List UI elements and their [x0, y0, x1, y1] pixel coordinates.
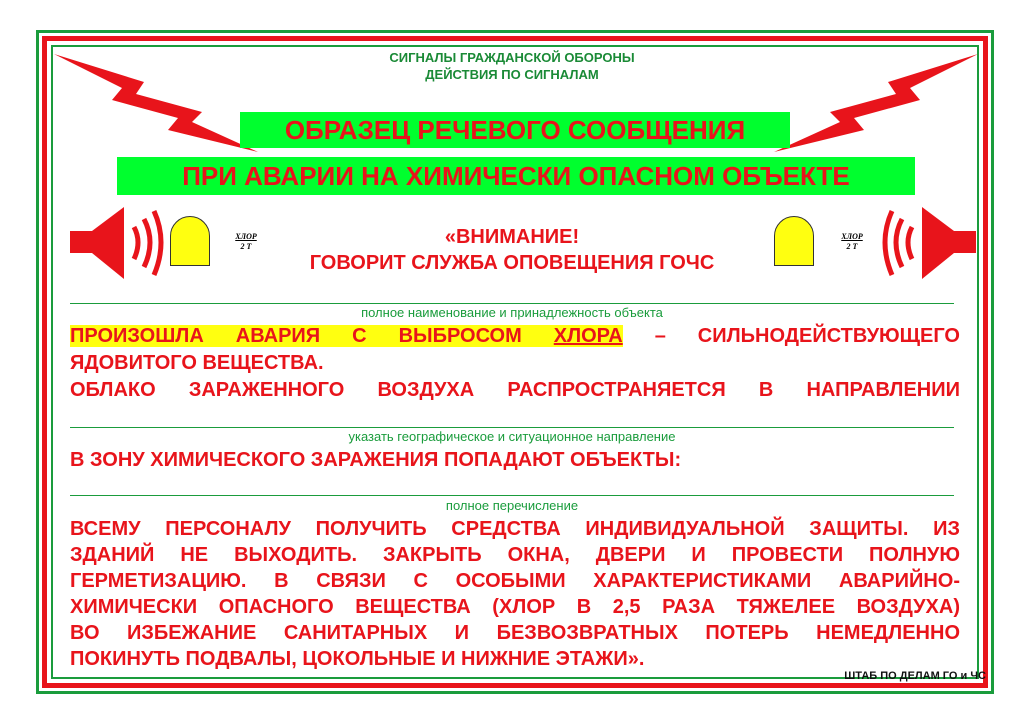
attention-line-2: ГОВОРИТ СЛУЖБА ОПОВЕЩЕНИЯ ГОЧС	[309, 252, 715, 274]
instruction-line-1: ВСЕМУ ПЕРСОНАЛУ ПОЛУЧИТЬ СРЕДСТВА ИНДИВИДУАЛЬНОЙ ЗАЩИТЫ. ИЗ	[70, 518, 960, 540]
tag-left-amount: 2 Т	[240, 242, 252, 251]
title-line-1: ОБРАЗЕЦ РЕЧЕВОГО СООБЩЕНИЯ	[240, 112, 790, 148]
footer-hq: ШТАБ ПО ДЕЛАМ ГО и ЧС	[844, 670, 986, 682]
note-direction: указать географическое и ситуационное направление	[348, 429, 676, 444]
accident-prefix	[70, 325, 623, 347]
accident-line-2: ЯДОВИТОГО ВЕЩЕСТВА.	[70, 352, 324, 374]
instruction-line-3: ГЕРМЕТИЗАЦИЮ. В СВЯЗИ С ОСОБЫМИ ХАРАКТЕРИСТИКАМИ АВАРИЙНО-	[70, 570, 960, 592]
note-enumeration: полное перечисление	[445, 498, 579, 513]
instruction-line-5: ВО ИЗБЕЖАНИЕ САНИТАРНЫХ И БЕЗВОЗВРАТНЫХ ПОТЕРЬ НЕМЕДЛЕННО	[70, 622, 960, 644]
tag-left-substance: ХЛОР	[235, 232, 257, 241]
header-line-2: ДЕЙСТВИЯ ПО СИГНАЛАМ	[425, 67, 599, 82]
accident-prefix-text: ПРОИЗОШЛА АВАРИЯ С ВЫБРОСОМ	[70, 325, 554, 347]
tag-right-substance: ХЛОР	[841, 232, 863, 241]
note-object-name: полное наименование и принадлежность объекта	[361, 305, 663, 320]
zone-line: В ЗОНУ ХИМИЧЕСКОГО ЗАРАЖЕНИЯ ПОПАДАЮТ ОБЪЕКТЫ:	[70, 449, 682, 471]
instruction-line-4: ХИМИЧЕСКИ ОПАСНОГО ВЕЩЕСТВА (ХЛОР В 2,5 РАЗА ТЯЖЕЛЕЕ ВОЗДУХА)	[70, 596, 960, 618]
cloud-line: ОБЛАКО ЗАРАЖЕННОГО ВОЗДУХА РАСПРОСТРАНЯЕТСЯ В НАПРАВЛЕНИИ	[70, 379, 960, 401]
fill-in-line-object	[70, 303, 954, 304]
accident-line-1	[70, 323, 960, 349]
instruction-line-6: ПОКИНУТЬ ПОДВАЛЫ, ЦОКОЛЬНЫЕ И НИЖНИЕ ЭТАЖИ».	[70, 648, 645, 670]
instruction-line-2: ЗДАНИЙ НЕ ВЫХОДИТЬ. ЗАКРЫТЬ ОКНА, ДВЕРИ И ПРОВЕСТИ ПОЛНУЮ	[70, 544, 960, 566]
tag-right-amount: 2 Т	[846, 242, 858, 251]
lightning-bolt-icon-left	[52, 52, 262, 156]
substance-name: ХЛОРА	[553, 325, 623, 347]
attention-line-1: «ВНИМАНИЕ!	[444, 226, 580, 248]
accident-suffix: – СИЛЬНОДЕЙСТВУЮЩЕГО	[622, 325, 960, 347]
title-line-2: ПРИ АВАРИИ НА ХИМИЧЕСКИ ОПАСНОМ ОБЪЕКТЕ	[117, 157, 915, 195]
lightning-bolt-icon-right	[770, 52, 980, 156]
fill-in-line-enumeration	[70, 495, 954, 496]
fill-in-line-direction	[70, 427, 954, 428]
header-line-1: СИГНАЛЫ ГРАЖДАНСКОЙ ОБОРОНЫ	[389, 50, 635, 65]
